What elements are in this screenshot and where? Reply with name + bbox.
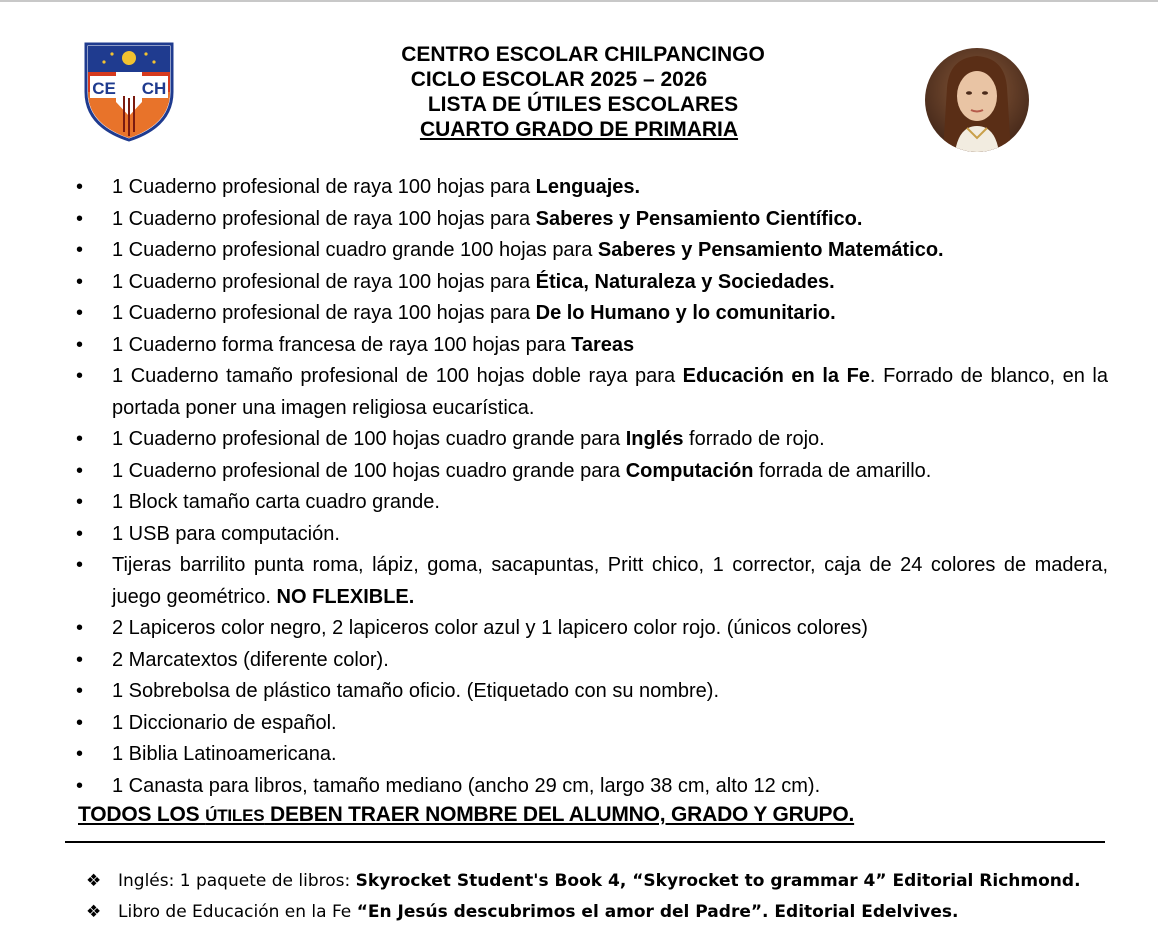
item-after: forrado de rojo. [683,428,825,450]
book-title: “En Jesús descubrimos el amor del Padre”. Editorial Edelvives. [356,902,959,922]
bullet-icon: • [76,774,84,797]
grade-title [0,117,1158,142]
supply-item [0,771,1108,803]
item-text: 1 Diccionario de español. [112,711,337,734]
item-text: 1 Sobrebolsa de plástico tamaño oficio. (Etiquetado con su nombre). [112,680,720,702]
book-title: Skyrocket Student's Book 4, “Skyrocket to grammar 4” Editorial Richmond. [355,871,1081,891]
item-subject: Inglés [625,428,684,450]
bullet-icon: • [76,459,84,482]
bullet-icon: • [76,176,84,198]
bullet-icon: • [76,333,84,356]
book-text: Inglés: 1 paquete de libros: [118,871,356,891]
supply-item [0,550,1108,613]
document-header [0,42,1158,142]
bullet-icon: • [76,365,84,387]
book-item [86,866,1081,897]
item-text: 1 Cuaderno forma francesa de raya 100 hojas para [112,333,572,356]
supply-item [0,487,1108,519]
diamond-bullet-icon: ❖ [86,871,102,891]
bullet-icon: • [76,648,84,671]
labeling-instruction [78,803,854,827]
bullet-icon: • [76,554,84,576]
item-subject: Tareas [571,333,635,356]
item-text: 1 Cuaderno profesional de raya 100 hojas para [112,270,536,293]
supply-item [0,613,1108,645]
bullet-icon: • [76,207,84,230]
book-item [86,897,1081,928]
item-text: 1 Biblia Latinoamericana. [112,743,337,765]
bullet-icon: • [76,522,84,545]
diamond-bullet-icon: ❖ [86,902,102,922]
item-after: forrada de amarillo. [753,459,932,482]
item-subject: Ética, Naturaleza y Sociedades. [535,270,835,293]
item-text: Tijeras barrilito punta roma, lápiz, goma, sacapuntas, Pritt chico, 1 corrector, caja de 24 colores de madera, juego geométrico. [112,554,1108,608]
supply-item [0,676,1108,708]
item-text: 1 USB para computación. [112,522,340,545]
item-text: 1 Cuaderno profesional de 100 hojas cuadro grande para [112,428,626,450]
item-text: 1 Cuaderno tamaño profesional de 100 hojas doble raya para [112,365,683,387]
item-text: 1 Cuaderno profesional cuadro grande 100 hojas para [112,239,598,261]
item-subject: Educación en la Fe [682,365,870,387]
item-text: 2 Lapiceros color negro, 2 lapiceros color azul y 1 lapicero color rojo. (únicos colores) [112,617,868,639]
item-subject: De lo Humano y lo comunitario. [535,302,836,324]
labeling-part-3: DEBEN TRAER NOMBRE DEL ALUMNO, GRADO Y GRUPO. [264,803,855,826]
item-text: 1 Cuaderno profesional de raya 100 hojas para [112,176,536,198]
item-after: . Forrado de blanco, en la portada poner una imagen religiosa eucarística. [112,365,1108,419]
supply-item [0,519,1108,551]
supply-item [0,204,1108,236]
list-title: LISTA DE ÚTILES ESCOLARES [427,93,739,116]
bullet-icon: • [76,428,84,450]
item-text: 1 Block tamaño carta cuadro grande. [112,491,440,513]
item-subject: NO FLEXIBLE. [276,585,415,608]
item-subject: Lenguajes. [535,176,641,198]
supply-item [0,645,1108,677]
supply-item [0,708,1108,740]
labeling-part-2: ÚTILES [205,806,265,825]
supply-item [0,330,1108,362]
supply-item [0,739,1108,771]
supply-item [0,456,1108,488]
item-text: 1 Canasta para libros, tamaño mediano (ancho 29 cm, largo 38 cm, alto 12 cm). [112,774,821,797]
supply-item [0,298,1108,330]
grade-title-text: CUARTO GRADO DE PRIMARIA [419,118,739,141]
item-text: 2 Marcatextos (diferente color). [112,648,389,671]
supply-list [0,172,1158,802]
bullet-icon: • [76,302,84,324]
bullet-icon: • [76,743,84,765]
school-cycle: CICLO ESCOLAR 2025 – 2026 [410,68,708,91]
item-text: 1 Cuaderno profesional de raya 100 hojas para [112,207,536,230]
supply-item [0,172,1108,204]
bullet-icon: • [76,270,84,293]
bullet-icon: • [76,491,84,513]
supply-item [0,361,1108,424]
item-subject: Saberes y Pensamiento Matemático. [597,239,944,261]
logo-text-left: CE [92,79,116,98]
supply-item [0,235,1108,267]
item-subject: Saberes y Pensamiento Científico. [535,207,863,230]
school-name: CENTRO ESCOLAR CHILPANCINGO [401,43,765,66]
bullet-icon: • [76,239,84,261]
bullet-icon: • [76,617,84,639]
top-border [0,0,1158,2]
item-text: 1 Cuaderno profesional de raya 100 hojas para [112,302,536,324]
book-text: Libro de Educación en la Fe [118,902,357,922]
book-list [86,866,1081,928]
logo-text-right: CH [141,79,167,98]
supply-item [0,424,1108,456]
supply-item [0,267,1108,299]
labeling-part-1: TODOS LOS [78,803,206,826]
bullet-icon: • [76,711,84,734]
item-text: 1 Cuaderno profesional de 100 hojas cuadro grande para [112,459,626,482]
section-divider [65,841,1105,843]
item-subject: Computación [625,459,754,482]
bullet-icon: • [76,680,84,702]
